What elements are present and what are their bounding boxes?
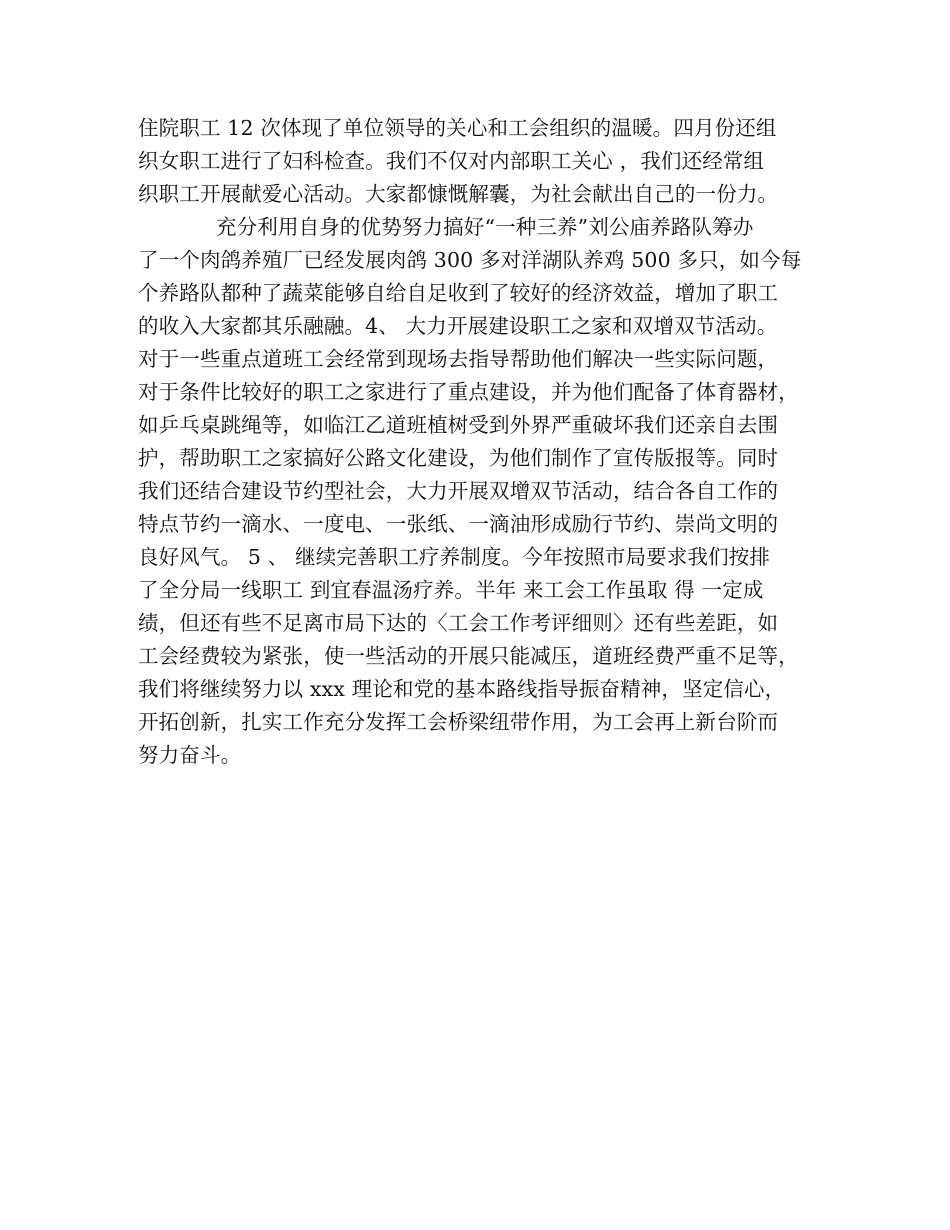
text-line: 对于一些重点道班工会经常到现场去指导帮助他们解决一些实际问题，	[138, 347, 779, 371]
text-line: 个养路队都种了蔬菜能够自给自足收到了较好的经济效益，增加了职工	[138, 281, 779, 305]
text-line: 护，帮助职工之家搞好公路文化建设，为他们制作了宣传版报等。同时	[138, 446, 779, 470]
text-line: 工会经费较为紧张，使一些活动的开展只能减压，道班经费严重不足等，	[138, 644, 799, 668]
text-line: 我们还结合建设节约型社会，大力开展双增双节活动，结合各自工作的	[138, 479, 779, 503]
text-line: 努力奋斗。	[138, 743, 242, 767]
text-line: 织职工开展献爱心活动。大家都慷慨解囊，为社会献出自己的一份力。	[138, 182, 779, 206]
text-line: 对于条件比较好的职工之家进行了重点建设，并为他们配备了体育器材，	[138, 380, 799, 404]
text-line: 开拓创新，扎实工作充分发挥工会桥梁纽带作用，为工会再上新台阶而	[138, 710, 779, 734]
text-line: 织女职工进行了妇科检查。我们不仅对内部职工关心 ，我们还经常组	[138, 149, 765, 173]
body-text	[138, 112, 828, 772]
text-line: 的收入大家都其乐融融。4、 大力开展建设职工之家和双增双节活动。	[138, 314, 778, 338]
text-line: 了全分局一线职工 到宜春温汤疗养。半年 来工会工作虽取 得 一定成	[138, 578, 764, 602]
text-line: 了一个肉鸽养殖厂已经发展肉鸽 300 多对洋湖队养鸡 500 多只，如今每	[138, 248, 802, 272]
text-line: 住院职工 12 次体现了单位领导的关心和工会组织的温暖。四月份还组	[138, 116, 777, 140]
text-line: 我们将继续努力以 xxx 理论和党的基本路线指导振奋精神，坚定信心，	[138, 677, 786, 701]
text-line: 良好风气。 5 、 继续完善职工疗养制度。今年按照市局要求我们按排	[138, 545, 771, 569]
text-line: 特点节约一滴水、一度电、一张纸、一滴油形成励行节约、崇尚文明的	[138, 512, 779, 536]
paragraph-first-line: 充分利用自身的优势努力搞好“一种三养”刘公庙养路队筹办	[216, 215, 754, 239]
text-line: 如乒乓桌跳绳等，如临江乙道班植树受到外界严重破坏我们还亲自去围	[138, 413, 779, 437]
text-line: 绩，但还有些不足离市局下达的〈工会工作考评细则〉还有些差距，如	[138, 611, 779, 635]
